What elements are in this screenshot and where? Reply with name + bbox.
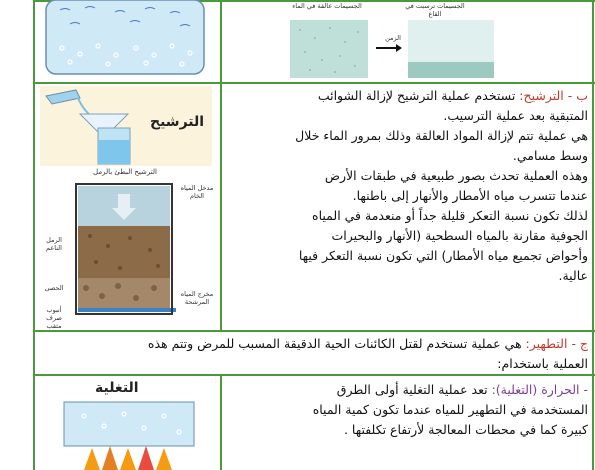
- filtration-line-5: وهذه العملية تحدث بصور طبيعية في طبقات الأرض: [324, 168, 588, 183]
- boiling-line-2: المستخدمة في التطهير للمياه عندما تكون كمية المياه: [312, 402, 588, 417]
- row-divider-2: [33, 330, 595, 332]
- purification-heading: ج - التطهير:: [525, 336, 588, 351]
- row-divider-1: [33, 82, 595, 84]
- label-inlet: مدخل المياه الخام: [180, 184, 214, 200]
- purification-line-1: ج - التطهير: هي عملية تستخدم لقتل الكائنات الحية الدقيقة المسبب للمرض وتتم هذه: [147, 336, 588, 351]
- column-divider-1: [220, 0, 222, 330]
- filtration-line-3: هي عملية تتم لإزالة المواد العالقة وذلك بمرور الماء خلال: [295, 128, 588, 143]
- filtration-word: الترشيح: [150, 114, 205, 130]
- boiling-pot-figure: [44, 396, 214, 470]
- sedimentation-tanks-figure: [290, 20, 510, 80]
- boiling-line-3: كبيرة كما في محطات المعالجة لأرتفاع تكلفتها .: [343, 422, 588, 437]
- filtration-line-7: لذلك تكون نسبة التعكر قليلة جداً أو منعدمة في المياه: [312, 208, 588, 223]
- label-pipe: أنبوب صرف مثقب: [46, 306, 62, 330]
- filtration-heading: ب - الترشيح:: [519, 88, 588, 103]
- filtration-line-9: وأحواض تجميع مياه الأمطار) التي تكون نسبة التعكر فيها: [298, 248, 588, 263]
- sedimentation-beaker-figure: [40, 0, 210, 80]
- boiling-figure-word: التغلية: [95, 380, 139, 396]
- filtration-line-10: عالية.: [558, 268, 588, 283]
- boiling-line-1: - الحرارة (التغلية): تعد عملية التغلية أولى الطرق: [336, 382, 588, 397]
- filtration-line-8: الجوفية مقارنة بالمياه السطحية (الأنهار والبحيرات: [331, 228, 588, 243]
- label-fine-sand: الرمل الناعم: [46, 236, 62, 252]
- boiling-paragraph: [226, 380, 588, 440]
- purification-paragraph: [40, 334, 588, 374]
- filtration-line-4: وسط مسامي.: [512, 148, 588, 163]
- left-border: [33, 0, 35, 470]
- filtration-line-1: ب - الترشيح: تستخدم عملية الترشيح لإزالة الشوائب: [317, 88, 588, 103]
- right-border: [592, 0, 594, 470]
- label-gravel: الحصى: [44, 284, 64, 292]
- label-settled: الجسيمات ترسبت في القاع: [405, 2, 465, 18]
- label-outlet: مخرج المياه المرشحة: [180, 290, 214, 306]
- slow-sand-filter-diagram: [70, 180, 180, 328]
- boiling-heading: - الحرارة (التغلية):: [491, 382, 588, 397]
- filtration-line-2: المتبقية بعد عملية الترسيب.: [443, 108, 588, 123]
- row-divider-3: [33, 374, 595, 376]
- filtration-paragraph: [226, 86, 588, 286]
- filtration-line-6: عندما تتسرب مياه الأمطار والأنهار إلى باطنها.: [352, 188, 588, 203]
- purification-line-2: العملية باستخدام:: [497, 356, 588, 371]
- label-time: الزمن: [385, 34, 401, 42]
- filtration-caption: الترشيح البطئ بالرمل: [93, 168, 157, 176]
- label-suspended: الجسيمات عالقة في الماء: [292, 2, 362, 10]
- column-divider-2: [220, 374, 222, 470]
